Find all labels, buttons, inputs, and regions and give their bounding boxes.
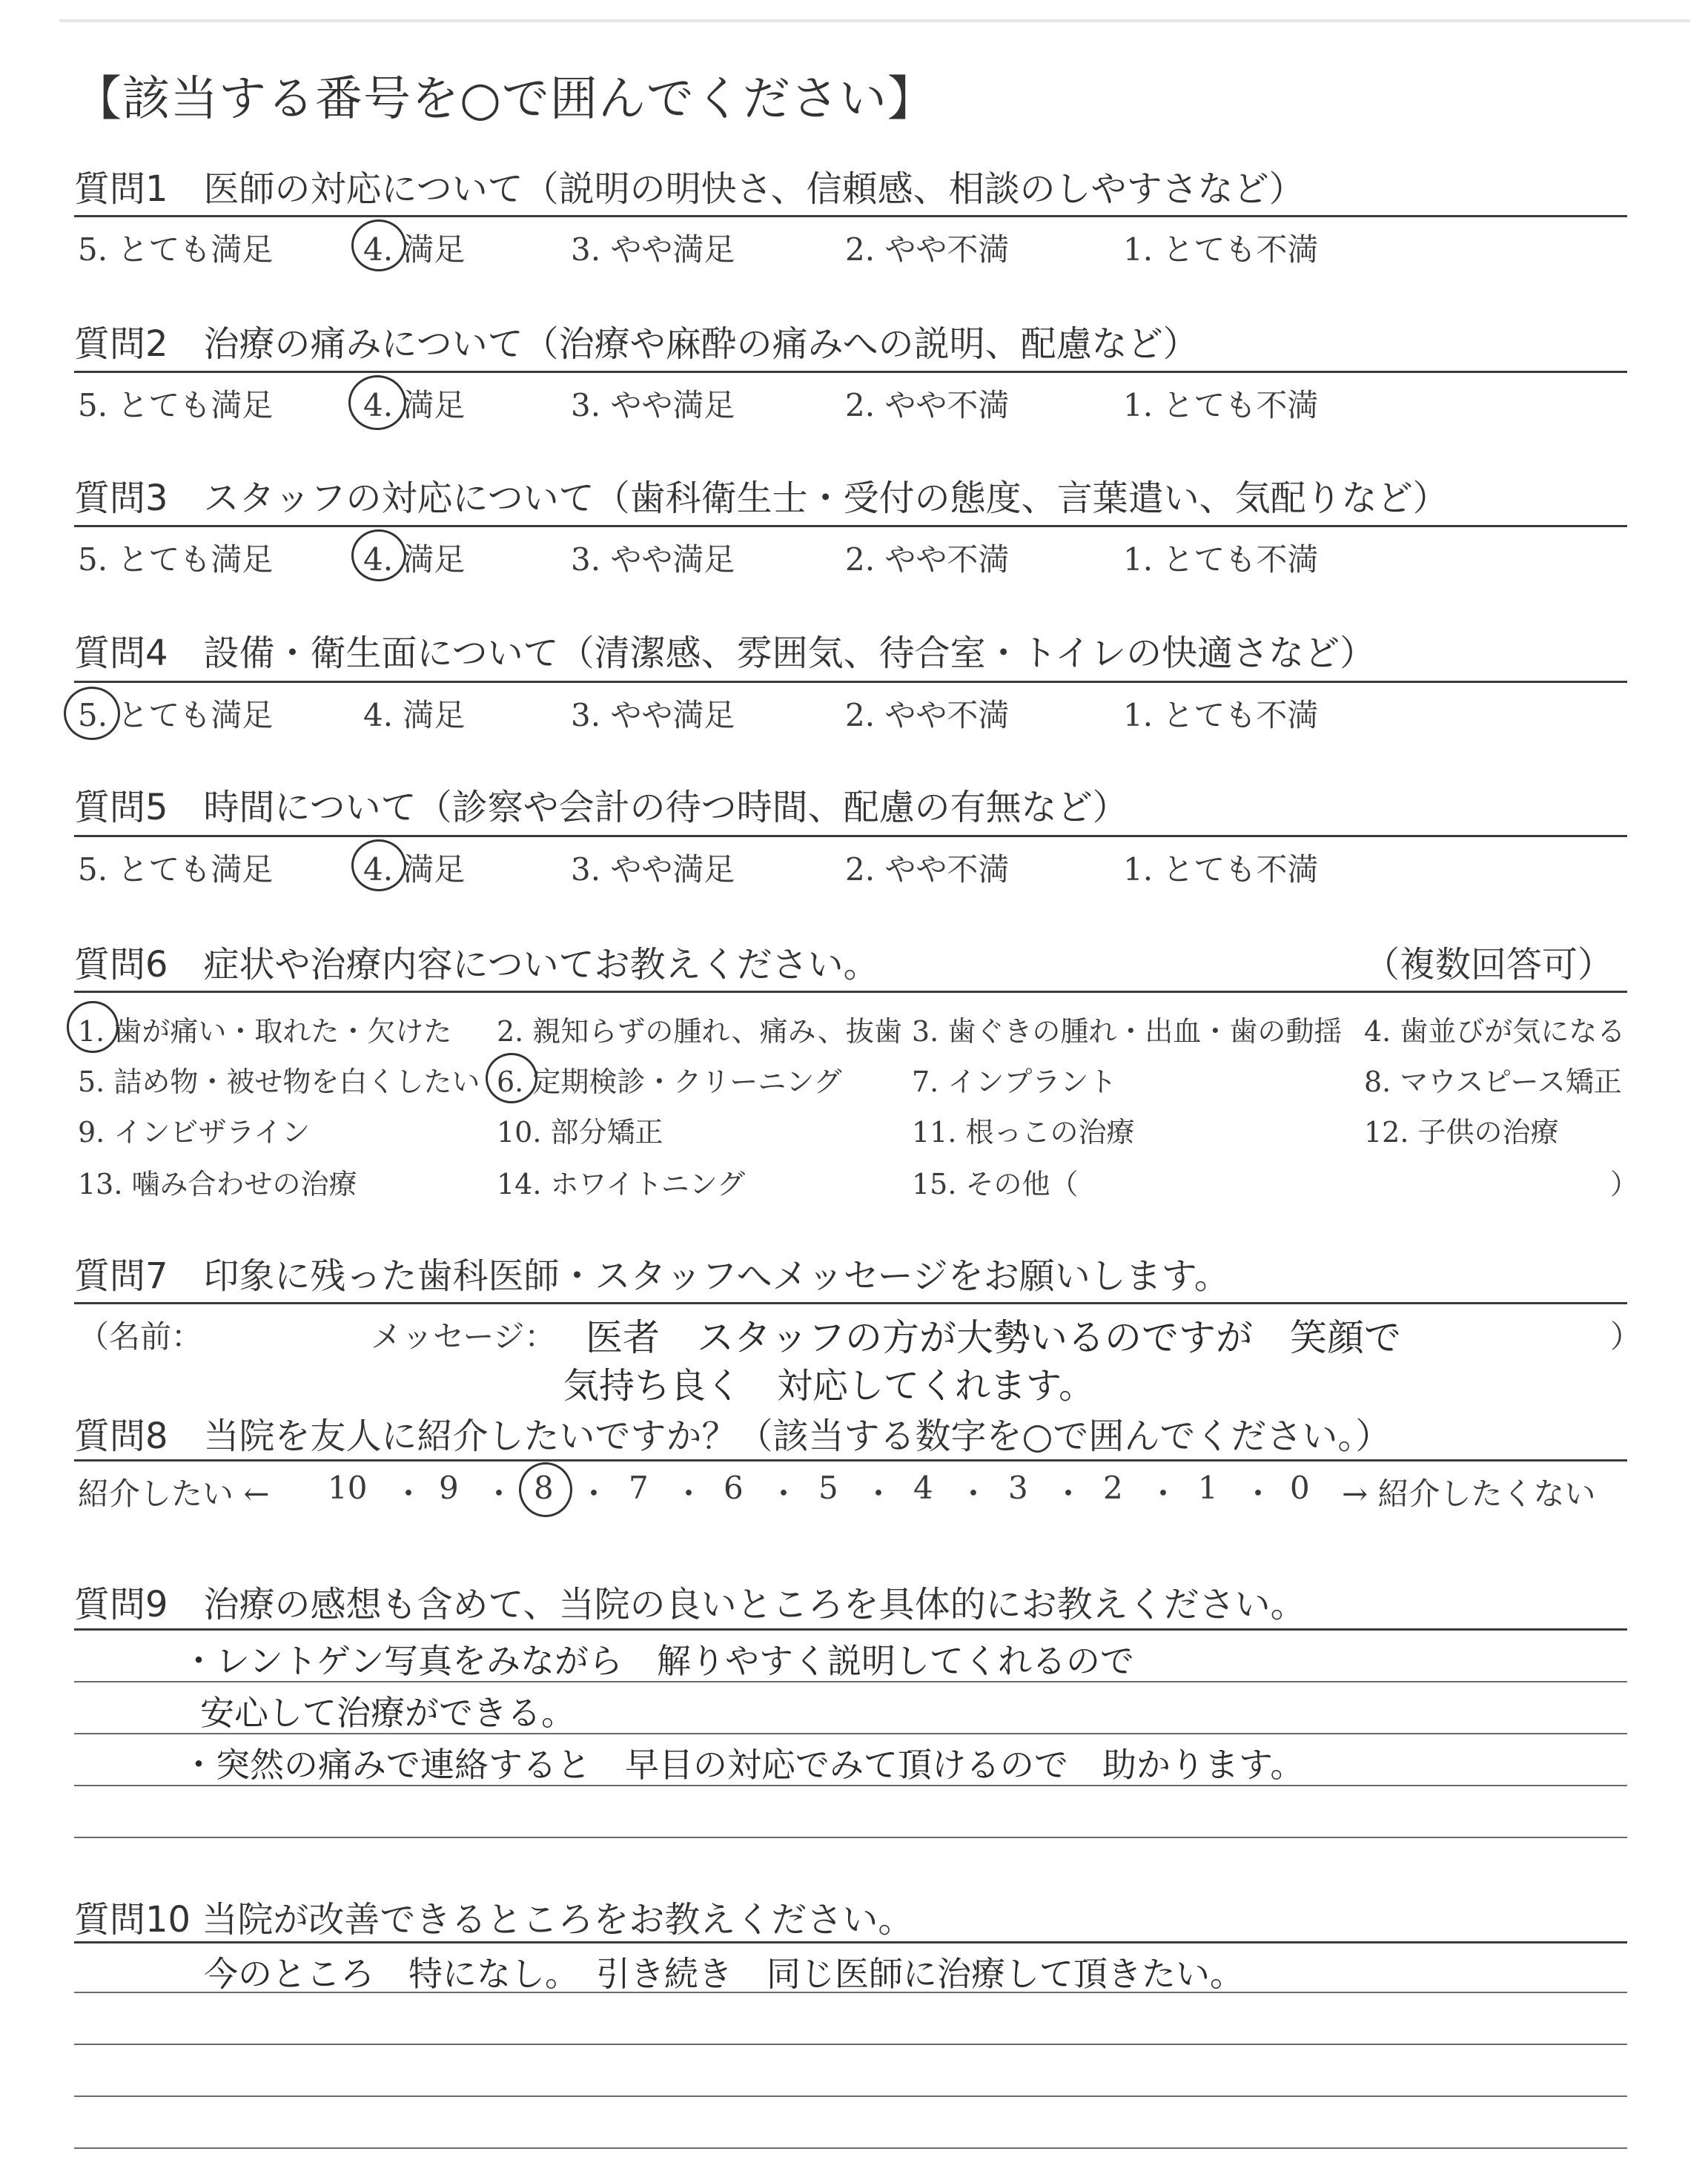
q8-right-label: → 紹介したくない <box>1342 1476 1596 1512</box>
q8-dot: ・ <box>768 1476 800 1512</box>
q4-option-2[interactable]: 2. やや不満 <box>845 697 1010 733</box>
q4-option-4[interactable]: 4. 満足 <box>363 697 466 733</box>
q2-option-1[interactable]: 1. とても不満 <box>1123 387 1319 423</box>
q6-note: （複数回答可） <box>1364 944 1614 985</box>
q8-selection-circle <box>519 1462 572 1517</box>
q7-title: 質問7 印象に残った歯科医師・スタッフへメッセージをお願いします。 <box>74 1255 1230 1297</box>
q2-title: 質問2 治療の痛みについて（治療や麻酔の痛みへの説明、配慮など） <box>74 323 1199 365</box>
q1-rule <box>74 215 1627 217</box>
q6-option-15[interactable]: 15. その他（ <box>912 1168 1079 1200</box>
q6-option-13[interactable]: 13. 噛み合わせの治療 <box>78 1168 357 1200</box>
q6-option-4[interactable]: 4. 歯並びが気になる <box>1364 1015 1626 1048</box>
q10-title: 質問10 当院が改善できるところをお教えください。 <box>74 1899 914 1941</box>
q1-option-3[interactable]: 3. やや満足 <box>571 231 735 268</box>
q8-scale-10[interactable]: 10 <box>328 1470 368 1506</box>
q5-title: 質問5 時間について（診察や会計の待つ時間、配慮の有無など） <box>74 787 1128 828</box>
q2-option-2[interactable]: 2. やや不満 <box>845 387 1010 423</box>
q9-title: 質問9 治療の感想も含めて、当院の良いところを具体的にお教えください。 <box>74 1584 1306 1625</box>
q7-rule <box>74 1302 1627 1304</box>
q6-selection-circle-6 <box>486 1053 537 1103</box>
q3-selection-circle <box>351 529 406 581</box>
q3-option-1[interactable]: 1. とても不満 <box>1123 541 1319 578</box>
q4-selection-circle <box>64 687 120 740</box>
q5-selection-circle <box>351 839 406 891</box>
q9-answer-line <box>74 1837 1627 1838</box>
q3-title: 質問3 スタッフの対応について（歯科衛生士・受付の態度、言葉遣い、気配りなど） <box>74 478 1449 519</box>
q6-title: 質問6 症状や治療内容についてお教えください。 <box>74 944 879 985</box>
q5-option-3[interactable]: 3. やや満足 <box>571 851 735 888</box>
q3-option-3[interactable]: 3. やや満足 <box>571 541 735 578</box>
q8-scale-0[interactable]: 0 <box>1290 1470 1310 1506</box>
q7-message-line-2[interactable]: 気持ち良く 対応してくれます。 <box>563 1365 1095 1407</box>
q1-option-2[interactable]: 2. やや不満 <box>845 231 1010 268</box>
q8-dot: ・ <box>673 1476 705 1512</box>
q10-answer-line-1[interactable]: 今のところ 特になし。 引き続き 同じ医師に治療して頂きたい。 <box>204 1954 1244 1994</box>
q6-option-10[interactable]: 10. 部分矯正 <box>497 1116 663 1149</box>
q9-rule <box>74 1628 1627 1631</box>
q6-option-9[interactable]: 9. インビザライン <box>78 1116 311 1149</box>
q6-option-7[interactable]: 7. インプラント <box>912 1066 1117 1098</box>
q8-dot: ・ <box>393 1476 425 1512</box>
q10-answer-line <box>74 2147 1627 2149</box>
q8-scale-2[interactable]: 2 <box>1103 1470 1123 1506</box>
q8-dot: ・ <box>1242 1476 1274 1512</box>
q8-scale-7[interactable]: 7 <box>629 1470 649 1506</box>
q1-option-5[interactable]: 5. とても満足 <box>78 231 274 268</box>
q8-scale-3[interactable]: 3 <box>1008 1470 1028 1506</box>
q7-message-label: メッセージ： <box>371 1318 556 1355</box>
q10-answer-line <box>74 2044 1627 2045</box>
q3-rule <box>74 525 1627 527</box>
q1-option-1[interactable]: 1. とても不満 <box>1123 231 1319 268</box>
q3-option-2[interactable]: 2. やや不満 <box>845 541 1010 578</box>
q4-rule <box>74 681 1627 683</box>
q5-option-4[interactable]: 4. 満足 <box>363 851 466 888</box>
q4-title: 質問4 設備・衛生面について（清潔感、雰囲気、待合室・トイレの快適さなど） <box>74 633 1376 674</box>
q6-option-2[interactable]: 2. 親知らずの腫れ、痛み、抜歯 <box>497 1015 902 1048</box>
q8-scale-4[interactable]: 4 <box>913 1470 933 1506</box>
q8-dot: ・ <box>958 1476 990 1512</box>
q8-dot: ・ <box>1053 1476 1085 1512</box>
q8-left-label: 紹介したい ← <box>78 1476 270 1512</box>
q5-option-1[interactable]: 1. とても不満 <box>1123 851 1319 888</box>
q2-option-4[interactable]: 4. 満足 <box>363 387 466 423</box>
q8-scale-6[interactable]: 6 <box>724 1470 744 1506</box>
q6-option-11[interactable]: 11. 根っこの治療 <box>912 1116 1135 1149</box>
q8-scale-5[interactable]: 5 <box>818 1470 838 1506</box>
q4-option-5[interactable]: 5. とても満足 <box>78 697 274 733</box>
q7-name-label: （名前： <box>78 1318 203 1355</box>
q6-option-15-close: ） <box>1610 1168 1639 1200</box>
q6-selection-circle-1 <box>67 1001 119 1053</box>
q2-option-5[interactable]: 5. とても満足 <box>78 387 274 423</box>
q6-option-1[interactable]: 1. 歯が痛い・取れた・欠けた <box>78 1015 452 1048</box>
scan-top-edge <box>59 19 1690 22</box>
q8-rule <box>74 1459 1627 1462</box>
q1-title: 質問1 医師の対応について（説明の明快さ、信頼感、相談のしやすさなど） <box>74 168 1305 210</box>
q8-dot: ・ <box>863 1476 895 1512</box>
q4-option-1[interactable]: 1. とても不満 <box>1123 697 1319 733</box>
q5-option-2[interactable]: 2. やや不満 <box>845 851 1010 888</box>
q7-close-paren: ） <box>1610 1318 1642 1355</box>
q1-option-4[interactable]: 4. 満足 <box>363 231 466 268</box>
q6-option-3[interactable]: 3. 歯ぐきの腫れ・出血・歯の動揺 <box>912 1015 1343 1048</box>
q1-selection-circle <box>351 219 406 271</box>
q6-rule <box>74 991 1627 993</box>
q6-option-12[interactable]: 12. 子供の治療 <box>1364 1116 1559 1149</box>
q8-scale-1[interactable]: 1 <box>1198 1470 1218 1506</box>
q9-answer-line-1[interactable]: ・レントゲン写真をみながら 解りやすく説明してくれるので <box>182 1641 1135 1681</box>
q2-option-3[interactable]: 3. やや満足 <box>571 387 735 423</box>
q2-rule <box>74 371 1627 373</box>
q10-answer-line <box>74 2095 1627 2097</box>
q8-title: 質問8 当院を友人に紹介したいですか？（該当する数字を○で囲んでください。） <box>74 1416 1391 1457</box>
q8-dot: ・ <box>1148 1476 1179 1512</box>
q3-option-5[interactable]: 5. とても満足 <box>78 541 274 578</box>
q6-option-14[interactable]: 14. ホワイトニング <box>497 1168 746 1200</box>
q5-rule <box>74 835 1627 837</box>
q9-answer-line-3[interactable]: ・突然の痛みで連絡すると 早目の対応でみて頂けるので 助かります。 <box>182 1745 1305 1785</box>
q8-scale-9[interactable]: 9 <box>439 1470 459 1506</box>
q6-option-8[interactable]: 8. マウスピース矯正 <box>1364 1066 1622 1098</box>
q8-dot: ・ <box>483 1476 515 1512</box>
q10-rule <box>74 1941 1627 1943</box>
page-header: 【該当する番号を○で囲んでください】 <box>74 72 936 127</box>
q6-option-5[interactable]: 5. 詰め物・被せ物を白くしたい <box>78 1066 480 1098</box>
q7-message-line-1[interactable]: 医者 スタッフの方が大勢いるのですが 笑顔で <box>586 1316 1401 1359</box>
q8-scale-8[interactable]: 8 <box>534 1470 554 1506</box>
q3-option-4[interactable]: 4. 満足 <box>363 541 466 578</box>
q6-option-6[interactable]: 6. 定期検診・クリーニング <box>497 1066 842 1098</box>
q9-answer-line-2[interactable]: 安心して治療ができる。 <box>200 1693 575 1733</box>
q8-dot: ・ <box>578 1476 610 1512</box>
q2-selection-circle <box>348 375 406 430</box>
q4-option-3[interactable]: 3. やや満足 <box>571 697 735 733</box>
q5-option-5[interactable]: 5. とても満足 <box>78 851 274 888</box>
